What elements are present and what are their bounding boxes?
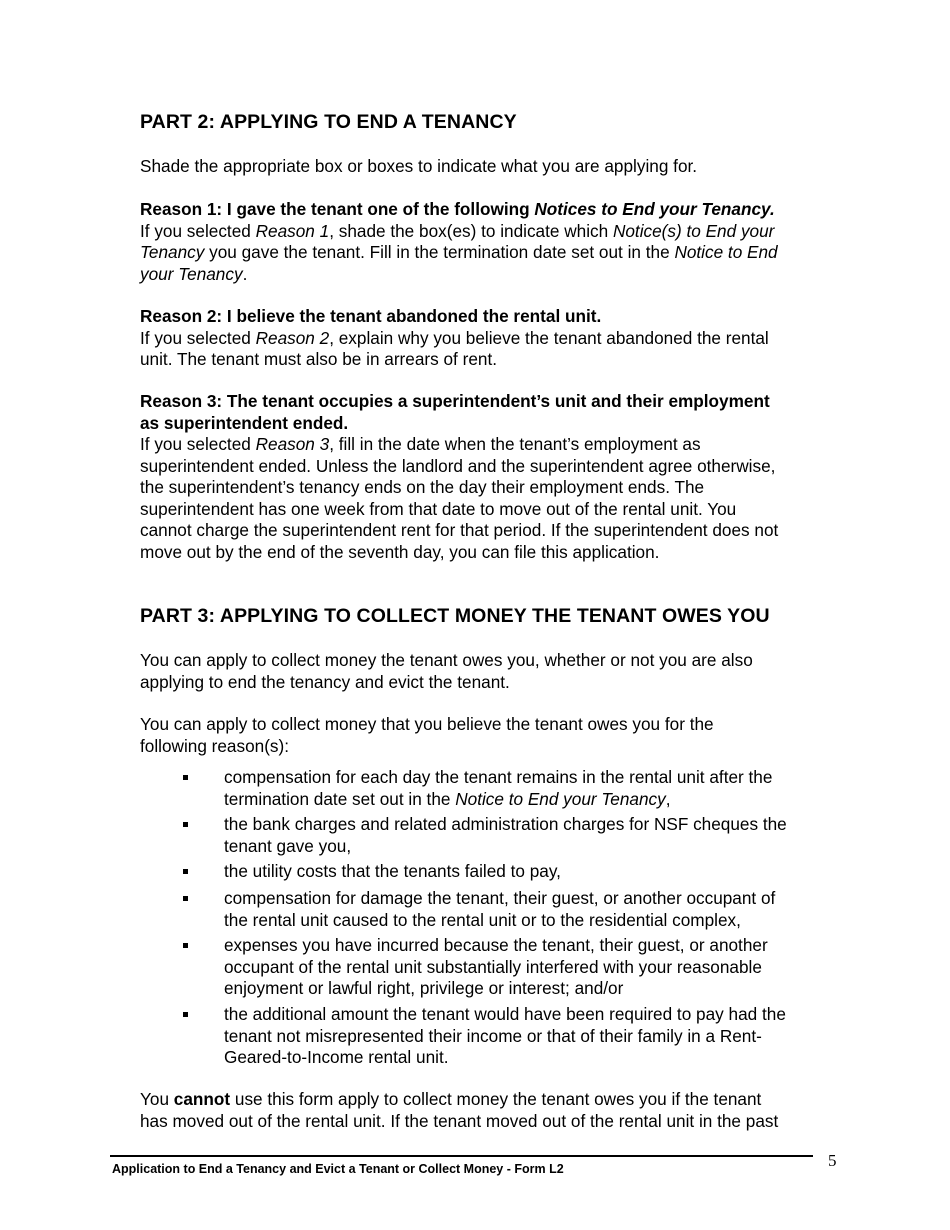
bullet-icon: [183, 822, 188, 827]
part2-intro: Shade the appropriate box or boxes to indicate what you are applying for.: [140, 156, 698, 176]
reason2-line: If you selected Reason 2, explain why you believe the tenant abandoned the rental: [140, 327, 769, 348]
list-item-line: the bank charges and related administration charges for NSF cheques the: [224, 814, 787, 834]
reason3-title: Reason 3: The tenant occupies a superintendent’s unit and their employment: [140, 391, 770, 411]
reason3-line: superintendent ended. Unless the landlord and the superintendent agree otherwise,: [140, 455, 776, 476]
closing-line: has moved out of the rental unit. If the tenant moved out of the rental unit in the past: [140, 1110, 779, 1131]
list-item-line: compensation for each day the tenant remains in the rental unit after the: [224, 767, 773, 787]
reason3-line: the superintendent’s tenancy ends on the day their employment ends. The: [140, 477, 705, 497]
list-item-line: the utility costs that the tenants failed to pay,: [224, 861, 561, 881]
reason3-line: cannot charge the superintendent rent for that period. If the superintendent does not: [140, 520, 779, 540]
reason2-section: [140, 306, 840, 371]
reason1-line: If you selected Reason 1, shade the box(es) to indicate which Notice(s) to End your: [140, 220, 775, 241]
page-number: 5: [828, 1151, 837, 1170]
reason1-section: [140, 199, 840, 285]
list-item-line: enjoyment or lawful right, privilege or interest; and/or: [224, 978, 624, 998]
reason3-line: If you selected Reason 3, fill in the date when the tenant’s employment as: [140, 434, 701, 454]
list-item-line: the rental unit caused to the rental unit or to the residential complex,: [224, 909, 741, 930]
part3-line: You can apply to collect money the tenant owes you, whether or not you are also: [140, 650, 753, 670]
reason3-line: superintendent has one week from that date to move out of the rental unit. You: [140, 498, 737, 519]
reason3-title: as superintendent ended.: [140, 412, 349, 433]
list-item-line: compensation for damage the tenant, their guest, or another occupant of: [224, 888, 776, 908]
reason3-line: move out by the end of the seventh day, you can file this application.: [140, 541, 660, 562]
list-item-line: expenses you have incurred because the tenant, their guest, or another: [224, 935, 768, 955]
part3-line: You can apply to collect money that you believe the tenant owes you for the: [140, 714, 714, 734]
part3-line: following reason(s):: [140, 735, 290, 756]
bullet-icon: [183, 896, 188, 901]
list-item-line: occupant of the rental unit substantially interfered with your reasonable: [224, 956, 762, 977]
part2-heading: PART 2: APPLYING TO END A TENANCY: [140, 111, 517, 133]
list-item-line: the additional amount the tenant would have been required to pay had the: [224, 1004, 786, 1024]
list-item-line: tenant not misrepresented their income or that of their family in a Rent-: [224, 1025, 762, 1046]
reason3-section: [140, 391, 840, 563]
bullet-icon: [183, 869, 188, 874]
part3-line: applying to end the tenancy and evict the tenant.: [140, 671, 510, 692]
list-item-line: termination date set out in the Notice to End your Tenancy,: [224, 788, 671, 809]
part3-paragraph-1: [140, 650, 840, 693]
reason2-line: unit. The tenant must also be in arrears of rent.: [140, 349, 497, 369]
footer-form-title: Application to End a Tenancy and Evict a Tenant or Collect Money - Form L2: [112, 1162, 564, 1176]
reason1-line: Tenancy you gave the tenant. Fill in the termination date set out in the Notice to End: [140, 242, 778, 262]
list-item-line: tenant gave you,: [224, 835, 352, 856]
bullet-icon: [183, 943, 188, 948]
part3-paragraph-2: [140, 714, 840, 757]
bullet-icon: [183, 1012, 188, 1017]
reason1-line: your Tenancy.: [140, 263, 248, 284]
closing-line: You cannot use this form apply to collect money the tenant owes you if the tenant: [140, 1089, 762, 1109]
part3-heading: PART 3: APPLYING TO COLLECT MONEY THE TENANT OWES YOU: [140, 605, 770, 627]
closing-paragraph: [140, 1089, 840, 1132]
reason1-title: Reason 1: I gave the tenant one of the following Notices to End your Tenancy.: [140, 199, 775, 219]
bullet-icon: [183, 775, 188, 780]
list-item-line: Geared-to-Income rental unit.: [224, 1047, 449, 1067]
reason2-title: Reason 2: I believe the tenant abandoned the rental unit.: [140, 306, 602, 326]
footer-divider: [110, 1155, 813, 1157]
